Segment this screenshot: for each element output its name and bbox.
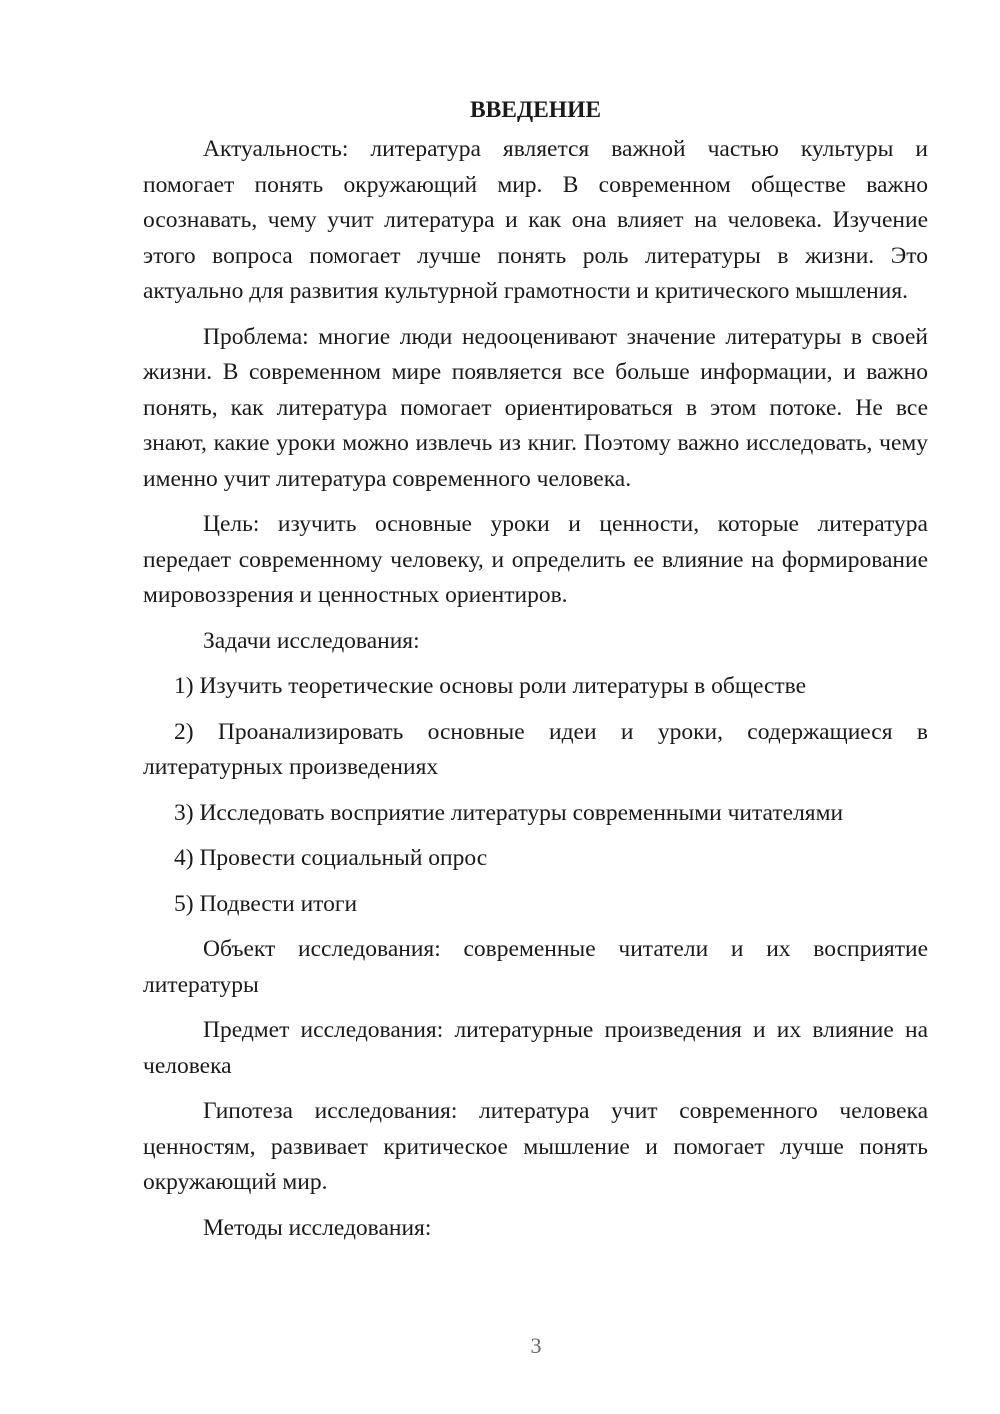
task-item: 4) Провести социальный опрос (174, 845, 488, 871)
section-heading: ВВЕДЕНИЕ (469, 97, 602, 123)
tasks-title: Задачи исследования: (203, 627, 420, 654)
hypothesis-paragraph: Гипотеза исследования: литература учит современного человека ценностям, развивает критическое мышление и помогает лучше понять окружающий мир. (143, 1098, 928, 1195)
object-paragraph: Объект исследования: современные читатели и их восприятие литературы (143, 936, 928, 998)
problem-paragraph: Проблема: многие люди недооценивают значение литературы в своей жизни. В современном мире появляется все больше информации, и важно понять, как литература помогает ориентироваться в этом потоке. Не все знают, какие уроки можно извлечь из книг. Поэтому важно исследовать, чему именно учит литература современного человека. (143, 323, 928, 492)
relevance-paragraph: Актуальность: литература является важной частью культуры и помогает понять окружающий мир. В современном обществе важно осознавать, чему учит литература и как она влияет на человека. Изучение этого вопроса помогает лучше понять роль литературы в жизни. Это актуально для развития культурной грамотности и критического мышления. (143, 136, 928, 304)
methods-title: Методы исследования: (203, 1214, 432, 1241)
task-item: 3) Исследовать восприятие литературы современными читателями (174, 799, 844, 826)
task-item: 5) Подвести итоги (174, 890, 358, 917)
page-number: 3 (530, 1333, 542, 1358)
goal-paragraph: Цель: изучить основные уроки и ценности, которые литература передает современному человеку, и определить ее влияние на формирование мировоззрения и ценностных ориентиров. (143, 511, 928, 608)
subject-paragraph: Предмет исследования: литературные произведения и их влияние на человека (143, 1017, 928, 1079)
page-content (143, 92, 928, 1256)
task-item: 2) Проанализировать основные идеи и уроки, содержащиеся в литературных произведениях (143, 718, 928, 780)
task-item: 1) Изучить теоретические основы роли литературы в обществе (174, 673, 807, 699)
